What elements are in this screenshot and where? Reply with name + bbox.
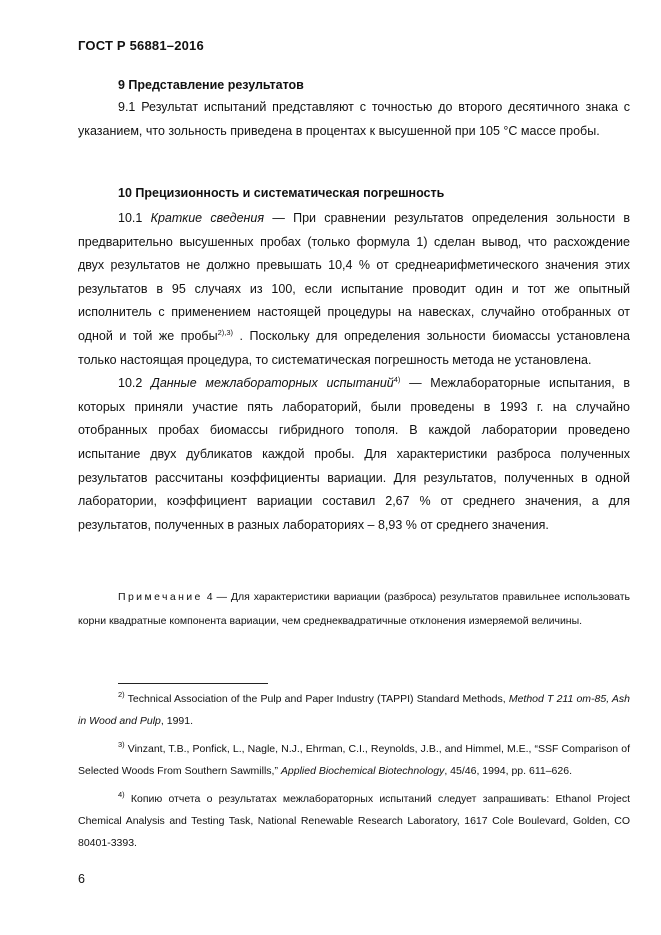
note-paragraph (78, 586, 630, 633)
paragraph-10-2 (78, 372, 630, 537)
paragraph-text: — При сравнении результатов определения зольности в предварительно высушенных пробах (только формула 1) сделан вывод, что расхождение двух результатов не должно превышать 10,4 % от среднеарифметического значения этих результатов в 95 случаях из 100, если испытание проводит один и тот же опытный исполнитель с применением настоящей процедуры на навесках, случайно отобранных от одной и той же пробы (78, 211, 630, 343)
footnote-4 (78, 788, 630, 854)
page-number: 6 (78, 872, 85, 886)
note-number: 4 (206, 591, 213, 603)
footnote-divider (118, 683, 268, 684)
section-10-body (78, 207, 630, 537)
note-block (78, 586, 630, 633)
footnote-italic: Method T 211 om-85, Ash in Wood and Pulp (78, 693, 630, 727)
section-9-body (78, 96, 630, 143)
paragraph-9-1: 9.1 Результат испытаний представляют с точностью до второго десятичного знака с указанием, что зольность приведена в процентах к высушенной при 105 °С массе пробы. (78, 100, 630, 138)
footnote-text: Копию отчета о результатах межлабораторных испытаний следует запрашивать: Ethanol Project Chemical Analysis and Testing Task, National Renewable Research Laboratory, 1617 Cole Boulevard, Golden, CO 80401-3393. (78, 793, 630, 849)
footnote-text: Vinzant, T.B., Ponfick, L., Nagle, N.J., Ehrman, C.I., Reynolds, J.B., and Himmel, M.E., “SSF Comparison of Selected Woods From Southern Sawmills,” (78, 743, 630, 777)
section-10-heading: 10 Прецизионность и систематическая погрешность (118, 186, 445, 200)
paragraph-10-1 (78, 207, 630, 372)
footnotes (78, 688, 630, 854)
document-code: ГОСТ Р 56881–2016 (78, 38, 204, 53)
footnote-3 (78, 738, 630, 782)
footnote-2 (78, 688, 630, 732)
footnote-italic: Applied Biochemical Biotechnology (280, 765, 445, 777)
paragraph-text: . Поскольку для определения зольности биомассы установлена только настоящая процедура, то систематическая погрешность метода не установлена. (78, 328, 630, 367)
footnote-ref: 2),3) (217, 327, 233, 337)
footnote-mark: 3) (118, 740, 125, 749)
paragraph-number: 10.2 (118, 376, 152, 391)
footnote-ref: 4) (393, 375, 401, 385)
footnote-mark: 2) (118, 690, 125, 699)
paragraph-number: 10.1 (118, 211, 151, 225)
footnote-mark: 4) (118, 790, 125, 799)
footnote-text: , 1991. (160, 715, 194, 727)
footnote-text: Technical Association of the Pulp and Paper Industry (TAPPI) Standard Methods, (124, 693, 509, 705)
section-9-heading: 9 Представление результатов (118, 78, 304, 92)
paragraph-text: — Межлабораторные испытания, в которых приняли участие пять лабораторий, были проведены в 1993 г. на случайно отобранных пробах биомассы гибридного тополя. В каждой лаборатории проведено испытание двух дубликатов каждой пробы. Для характеристики разброса полученных результатов рассчитаны коэффициенты вариации. Для результатов, полученных в одной лаборатории, коэффициент вариации составил 2,67 % от среднего значения, а для результатов, полученных в разных лабораториях – 8,93 % от среднего значения. (78, 376, 630, 532)
paragraph-title: Данные межлабораторных испытаний (151, 376, 394, 391)
paragraph-title: Краткие сведения (150, 211, 265, 225)
footnote-text: , 45/46, 1994, pp. 611–626. (444, 765, 572, 777)
note-label: Примечание (118, 591, 203, 603)
note-text: — Для характеристики вариации (разброса) результатов правильнее использовать корни квадратные компонента вариации, чем среднеквадратичные отклонения измеряемой величины. (78, 591, 630, 627)
